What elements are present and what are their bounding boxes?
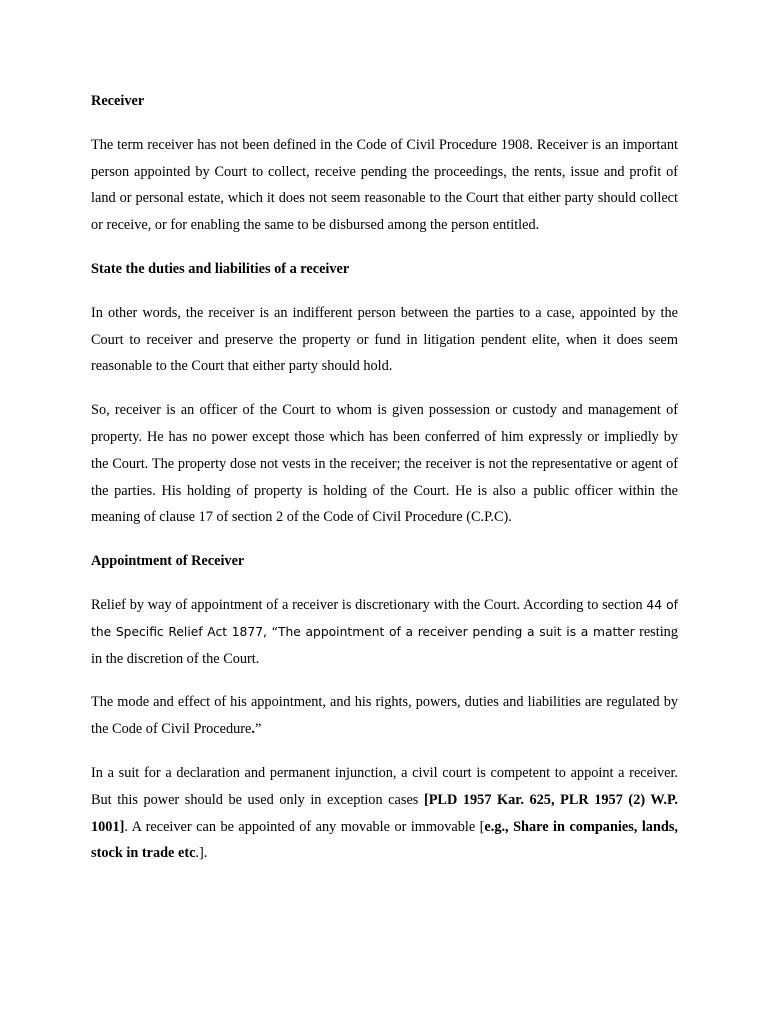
document-body	[91, 88, 678, 884]
heading-duties-liabilities: State the duties and liabilities of a receiver	[91, 260, 350, 277]
paragraph-suit	[91, 760, 678, 867]
relief-text-1: Relief by way of appointment of a receiver is discretionary with the Court. According to section	[91, 596, 647, 613]
mode-text-1: The mode and effect of his appointment, and his rights, powers, duties and liabilities are regulated by the Code of Civil Procedure	[91, 694, 678, 738]
heading-appointment: Appointment of Receiver	[91, 553, 245, 570]
suit-examples: e.g., Share in companies, lands, stock in trade etc	[91, 818, 678, 862]
paragraph-other-words: In other words, the receiver is an indifferent person between the parties to a case, appointed by the Court to receiver and preserve the property or fund in litigation pendent elite, when it does seem reasonable to the Court that either party should hold.	[91, 304, 678, 375]
mode-bold-period: .	[251, 721, 255, 738]
relief-quote-text: 44 of the Specific Relief Act 1877, “The appointment of a receiver pending a suit is a matter	[91, 597, 678, 639]
heading-receiver: Receiver	[91, 93, 145, 109]
paragraph-relief	[91, 592, 678, 672]
suit-citation: [PLD 1957 Kar. 625, PLR 1957 (2) W.P. 1001]	[91, 791, 678, 835]
suit-text-1: In a suit for a declaration and permanent injunction, a civil court is competent to appoint a receiver. But this power should be used only in exception cases	[91, 764, 678, 808]
mode-closing-quote: ”	[255, 721, 262, 738]
suit-text-5: .].	[195, 845, 208, 862]
paragraph-definition: The term receiver has not been defined in the Code of Civil Procedure 1908. Receiver is an important person appointed by Court to collect, receive pending the proceedings, the rents, issue and profit of land or personal estate, which it does not seem reasonable to the Court that either party should collect or receive, or for enabling the same to be disbursed among the person entitled.	[91, 136, 678, 234]
suit-text-3: . A receiver can be appointed of any movable or immovable [	[124, 818, 485, 835]
paragraph-officer-of-court: So, receiver is an officer of the Court to whom is given possession or custody and management of property. He has no power except those which has been conferred of him expressly or impliedly by the Court. The property dose not vests in the receiver; the receiver is not the representative or agent of the parties. His holding of property is holding of the Court. He is also a public officer within the meaning of clause 17 of section 2 of the Code of Civil Procedure (C.P.C).	[91, 402, 678, 526]
relief-text-3: resting in the discretion of the Court.	[91, 623, 678, 667]
paragraph-mode-effect	[91, 689, 678, 743]
